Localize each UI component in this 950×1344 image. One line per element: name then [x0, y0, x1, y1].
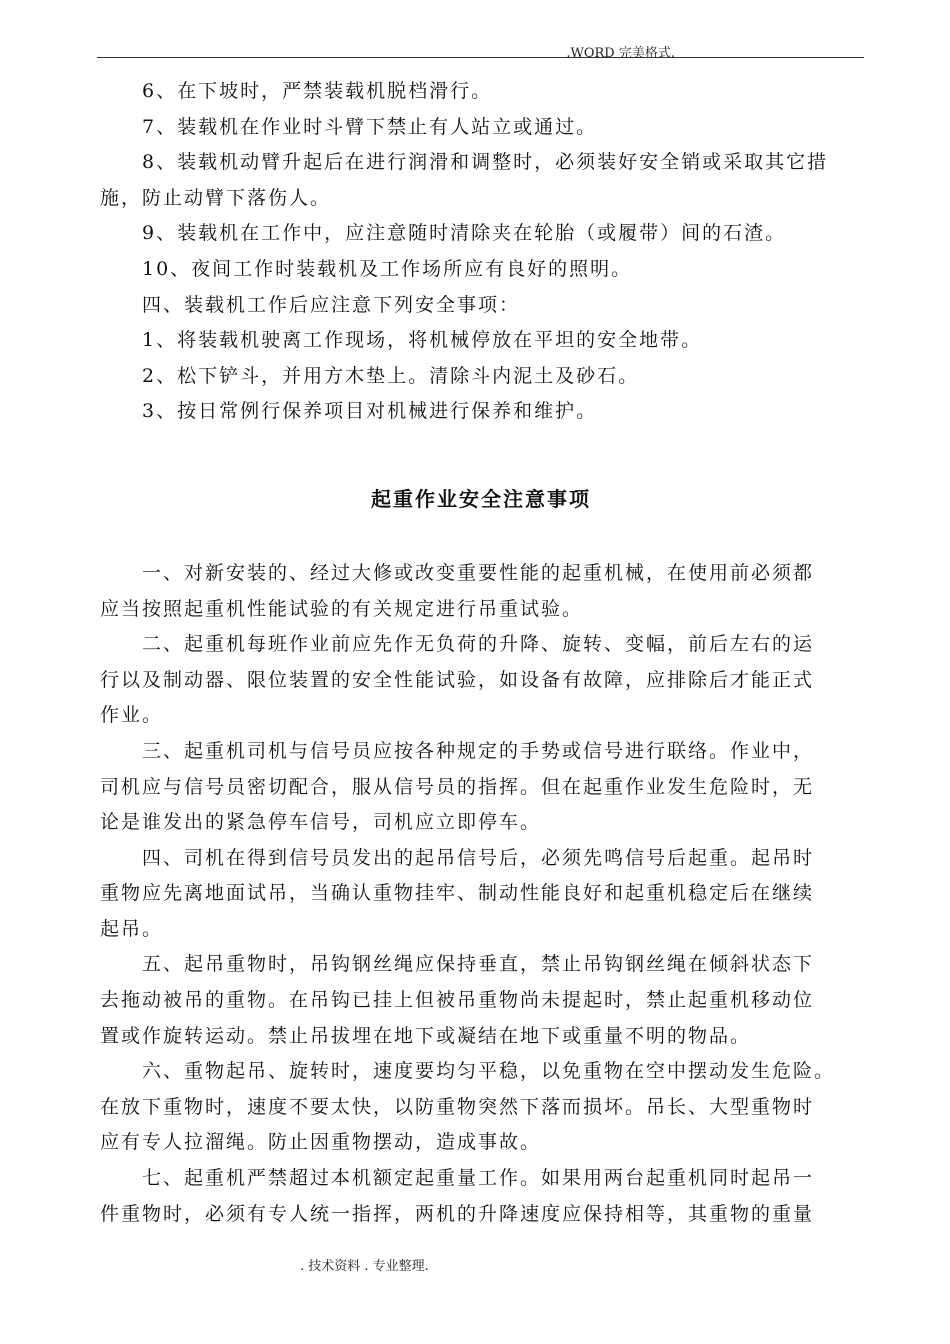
paragraph-line: 五、起吊重物时，吊钩钢丝绳应保持垂直，禁止吊钩钢丝绳在倾斜状态下 [142, 953, 815, 976]
paragraph-line: 2、松下铲斗，并用方木垫上。清除斗内泥土及砂石。 [142, 364, 640, 387]
paragraph-line: 重物应先离地面试吊，当确认重物挂牢、制动性能良好和起重机稳定后在继续 [100, 882, 815, 905]
paragraph-line: 1、将装载机驶离工作现场，将机械停放在平坦的安全地带。 [142, 329, 703, 352]
document-body [100, 74, 862, 1232]
paragraph-line: 行以及制动器、限位装置的安全性能试验，如设备有故障，应排除后才能正式 [100, 668, 815, 691]
paragraph-line: 3、按日常例行保养项目对机械进行保养和维护。 [142, 400, 598, 423]
paragraph-line: 10、夜间工作时装载机及工作场所应有良好的照明。 [142, 257, 633, 280]
paragraph-line: 二、起重机每班作业前应先作无负荷的升降、旋转、变幅，前后左右的运 [142, 633, 815, 656]
paragraph-line: 作业。 [100, 704, 164, 727]
section-title: 起重作业安全注意事项 [371, 486, 591, 511]
paragraph-line: 应有专人拉溜绳。防止因重物摆动，造成事故。 [100, 1131, 542, 1154]
paragraph-line: 起吊。 [100, 917, 164, 940]
paragraph-line: 8、装载机动臂升起后在进行润滑和调整时，必须装好安全销或采取其它措 [142, 151, 829, 174]
paragraph-line: 六、重物起吊、旋转时，速度要均匀平稳，以免重物在空中摆动发生危险。 [142, 1060, 836, 1083]
paragraph-line: 在放下重物时，速度不要太快，以防重物突然下落而损坏。吊长、大型重物时 [100, 1095, 815, 1118]
paragraph-line: 7、装载机在作业时斗臂下禁止有人站立或通过。 [142, 115, 598, 138]
paragraph-line: 七、起重机严禁超过本机额定起重量工作。如果用两台起重机同时起吊一 [142, 1167, 815, 1190]
page-header-text: .WORD 完美格式. [566, 46, 675, 61]
header-divider [97, 57, 864, 58]
paragraph-line: 应当按照起重机性能试验的有关规定进行吊重试验。 [100, 597, 584, 620]
paragraph-line: 件重物时，必须有专人统一指挥，两机的升降速度应保持相等，其重物的重量 [100, 1202, 815, 1225]
paragraph-line: 论是谁发出的紧急停车信号，司机应立即停车。 [100, 811, 542, 834]
paragraph-line: 一、对新安装的、经过大修或改变重要性能的起重机械，在使用前必须都 [142, 561, 815, 584]
paragraph-line: 置或作旋转运动。禁止吊拔埋在地下或凝结在地下或重量不明的物品。 [100, 1024, 752, 1047]
paragraph-line: 四、装载机工作后应注意下列安全事项： [142, 293, 521, 316]
paragraph-line: 司机应与信号员密切配合，服从信号员的指挥。但在起重作业发生危险时，无 [100, 775, 815, 798]
section-spacer [100, 430, 862, 481]
paragraph-line: 四、司机在得到信号员发出的起吊信号后，必须先鸣信号后起重。起吊时 [142, 846, 815, 869]
page-footer-text: . 技术资料 . 专业整理. [300, 1259, 429, 1274]
paragraph-line: 施，防止动臂下落伤人。 [100, 186, 332, 209]
paragraph-line: 去拖动被吊的重物。在吊钩已挂上但被吊重物尚未提起时，禁止起重机移动位 [100, 989, 815, 1012]
section-spacer [100, 517, 862, 556]
paragraph-line: 9、装载机在工作中，应注意随时清除夹在轮胎（或履带）间的石渣。 [142, 222, 787, 245]
paragraph-line: 6、在下坡时，严禁装载机脱档滑行。 [142, 80, 493, 102]
paragraph-line: 三、起重机司机与信号员应按各种规定的手势或信号进行联络。作业中， [142, 739, 815, 762]
